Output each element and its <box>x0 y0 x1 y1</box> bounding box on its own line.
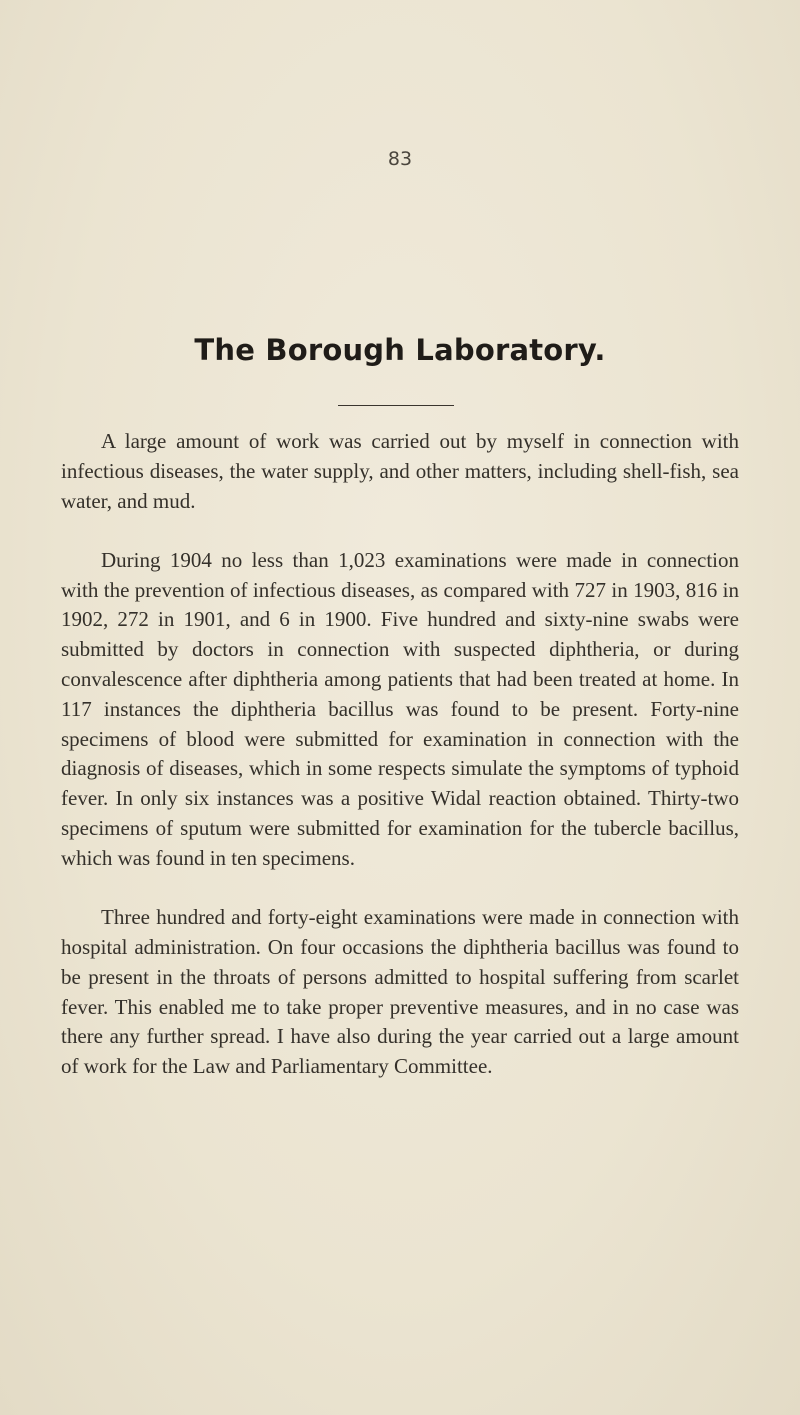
paragraph-examinations-1904: During 1904 no less than 1,023 examinations were made in connection with the prevention of infectious diseases, as compared with 727 in 1903, 816 in 1902, 272 in 1901, and 6 in 1900. Five hundred and sixty-nine swabs were submitted by doctors in connection with suspected diphtheria, or during convalescence after diphtheria among patients that had been treated at home. In 117 instances the diphtheria bacillus was found to be present. Forty-nine specimens of blood were submitted for examination in connection with the diagnosis of diseases, which in some respects simulate the symptoms of typhoid fever. In only six instances was a positive Widal reaction obtained. Thirty-two specimens of sputum were submitted for examination for the tubercle bacillus, which was found in ten specimens. <box>61 547 739 870</box>
title-divider <box>338 405 454 406</box>
page-number: 83 <box>387 148 413 170</box>
page-title: The Borough Laboratory. <box>194 333 606 367</box>
body-text <box>61 427 739 1111</box>
paragraph-work-overview: A large amount of work was carried out by myself in connection with infectious diseases, the water supply, and other matters, including shell-fish, sea water, and mud. <box>61 429 739 513</box>
paragraph-hospital-administration: Three hundred and forty-eight examinations were made in connection with hospital administration. On four occasions the diphtheria bacillus was found to be present in the throats of persons admitted to hospital suffering from scarlet fever. This enabled me to take proper preventive measures, and in no case was there any further spread. I have also during the year carried out a large amount of work for the Law and Parliamentary Committee. <box>61 905 739 1079</box>
